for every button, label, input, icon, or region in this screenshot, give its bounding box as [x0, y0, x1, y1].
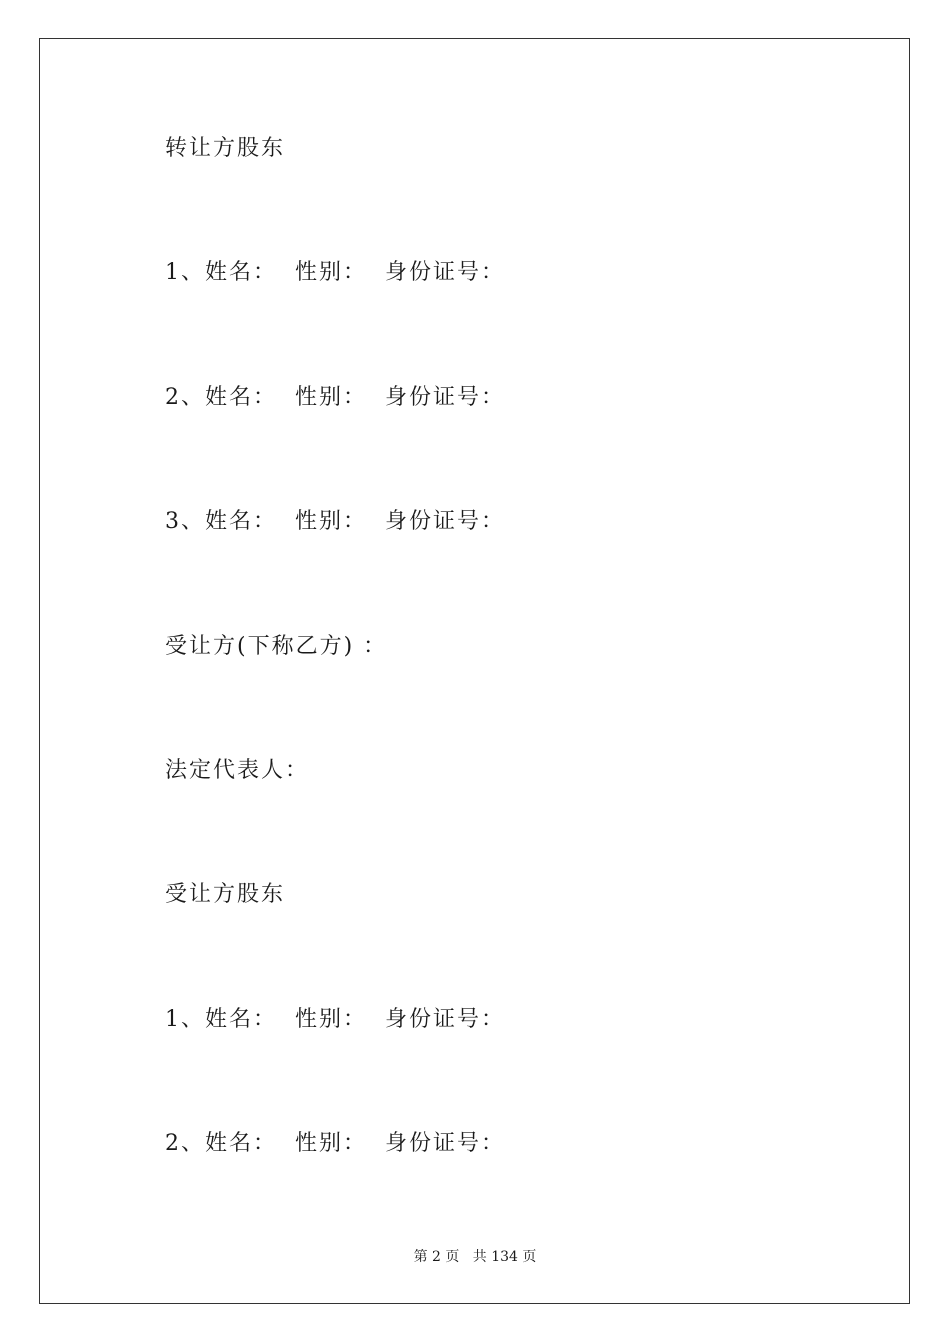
page-border	[39, 38, 910, 1304]
legal-representative-line: 法定代表人：	[165, 758, 310, 783]
section-heading-transferee-shareholders: 受让方股东	[165, 882, 286, 907]
transferee-shareholder-1: 1、姓名： 性别： 身份证号：	[165, 1007, 505, 1032]
transferor-shareholder-2: 2、姓名： 性别： 身份证号：	[165, 385, 505, 410]
transferor-shareholder-3: 3、姓名： 性别： 身份证号：	[165, 509, 505, 534]
transferor-shareholder-1: 1、姓名： 性别： 身份证号：	[165, 260, 505, 285]
section-heading-transferor-shareholders: 转让方股东	[165, 136, 286, 161]
transferee-party-line: 受让方(下称乙方) ：	[165, 634, 388, 659]
page-number-footer: 第 2 页 共 134 页	[413, 1249, 537, 1265]
transferee-shareholder-2: 2、姓名： 性别： 身份证号：	[165, 1131, 505, 1156]
